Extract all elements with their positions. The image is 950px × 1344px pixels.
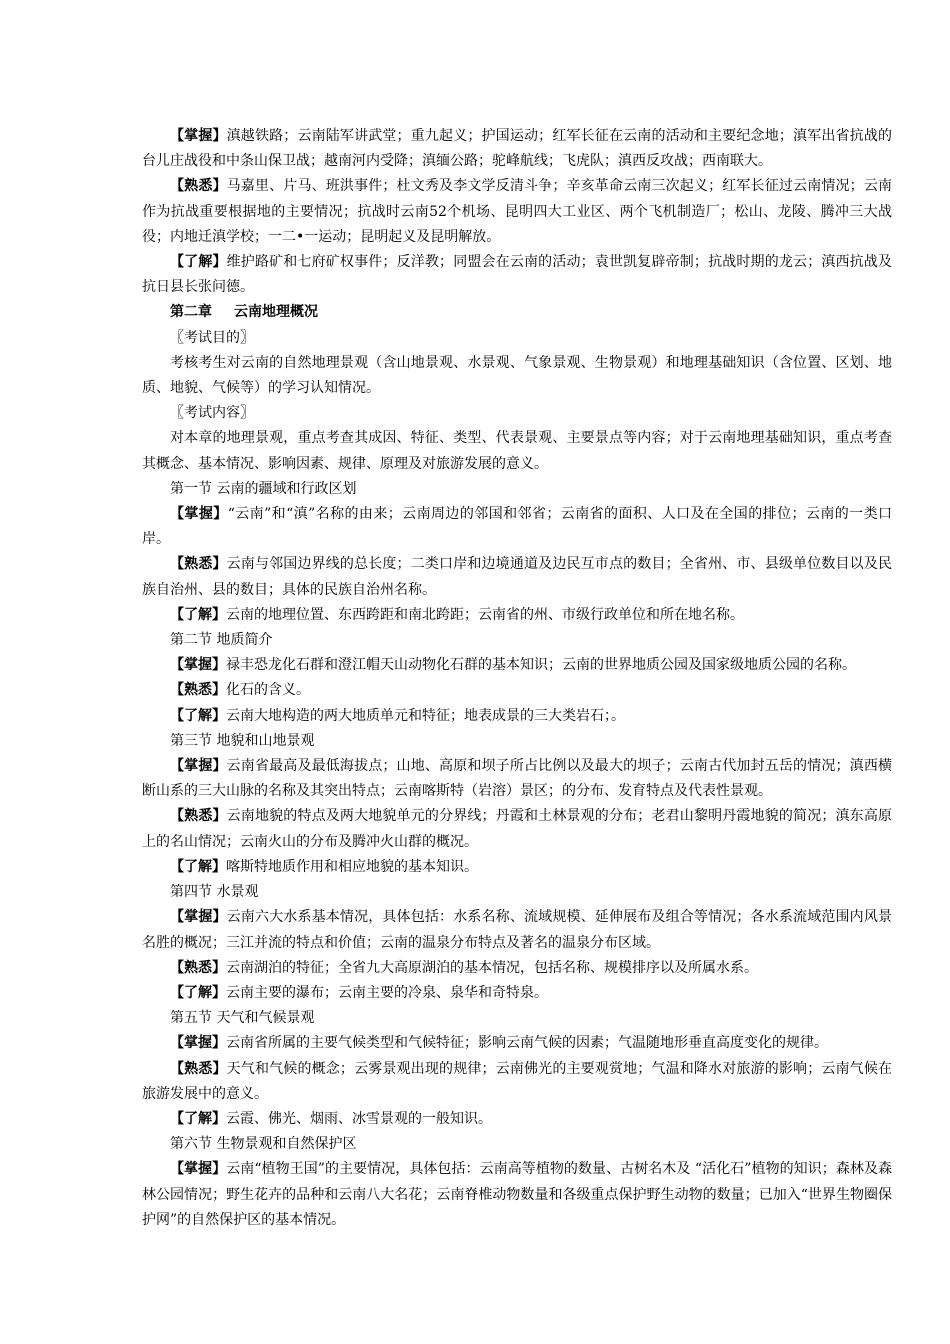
item-text: 云南的地理位置、东西跨距和南北跨距；云南省的州、市级行政单位和所在地名称。 (226, 606, 744, 623)
chapter-title: 云南地理概况 (234, 304, 318, 321)
item-text: 云霞、佛光、烟雨、冰雪景观的一般知识。 (226, 1110, 492, 1127)
section-item (142, 956, 892, 981)
section-item (142, 552, 892, 602)
item-text: 云南地貌的特点及两大地貌单元的分界线；丹霞和土林景观的分布；老君山黎明丹霞地貌的简况；滇东高原上的名山情况；云南火山的分布及腾冲火山群的概况。 (142, 808, 892, 850)
tag-familiar: 【熟悉】 (170, 556, 227, 573)
item-text: 云南大地构造的两大地质单元和特征；地表成景的三大类岩石；。 (226, 707, 625, 724)
section-item (142, 1157, 892, 1233)
item-text: 云南六大水系基本情况，具体包括：水系名称、流域规模、延伸展布及组合等情况；各水系流域范围内风景名胜的概况；三江并流的特点和价值；云南的温泉分布特点及著名的温泉分布区域。 (142, 909, 892, 951)
tag-familiar: 【熟悉】 (170, 959, 226, 976)
exam-content-text: 对本章的地理景观，重点考查其成因、特征、类型、代表景观、主要景点等内容；对于云南地理基础知识，重点考查其概念、基本情况、影响因素、规律、原理及对旅游发展的意义。 (142, 430, 892, 472)
item-text: 云南省所属的主要气候类型和气候特征；影响云南气候的因素；气温随地形垂直高度变化的规律。 (226, 1035, 828, 1052)
section-item (142, 1031, 892, 1056)
lead-understand-text: 维护路矿和七府矿权事件；反洋教；同盟会在云南的活动；袁世凯复辟帝制；抗战时期的龙云；滇西抗战及抗日县长张问德。 (142, 254, 892, 296)
chapter-heading (142, 300, 892, 325)
item-text: 云南主要的瀑布；云南主要的冷泉、泉华和奇特泉。 (226, 984, 548, 1001)
chapter-number: 第二章 (170, 304, 212, 321)
tag-understand: 【了解】 (170, 707, 226, 724)
lead-master (142, 124, 892, 174)
item-text: 云南与邻国边界线的总长度；二类口岸和边境通道及边民互市点的数目；全省州、市、县级单位数目以及民族自治州、县的数目；具体的民族自治州名称。 (142, 556, 892, 598)
section-item (142, 603, 892, 628)
section-title: 第三节 地貌和山地景观 (170, 732, 315, 749)
section-item (142, 653, 892, 678)
section-item (142, 754, 892, 804)
item-text: 云南湖泊的特征；全省九大高原湖泊的基本情况，包括名称、规模排序以及所属水系。 (226, 959, 758, 976)
item-text: 云南省最高及最低海拔点；山地、高原和坝子所占比例以及最大的坝子；云南古代加封五岳的情况；滇西横断山系的三大山脉的名称及其突出特点；云南喀斯特（岩溶）景区；的分布、发育特点及代表性景观。 (142, 758, 892, 800)
tag-understand: 【了解】 (170, 984, 226, 1001)
section-title: 第一节 云南的疆域和行政区划 (170, 480, 357, 497)
item-text: “云南”和“滇”名称的由来；云南周边的邻国和邻省；云南省的面积、人口及在全国的排位；云南的一类口岸。 (142, 506, 892, 548)
tag-master: 【掌握】 (170, 909, 227, 926)
tag-familiar: 【熟悉】 (170, 808, 227, 825)
section-item (142, 1057, 892, 1107)
tag-master: 【掌握】 (170, 1161, 227, 1178)
tag-understand: 【了解】 (170, 1110, 226, 1127)
section-item (142, 678, 892, 703)
item-text: 禄丰恐龙化石群和澄江帽天山动物化石群的基本知识；云南的世界地质公园及国家级地质公园的名称。 (226, 657, 856, 674)
tag-understand: 【了解】 (170, 606, 226, 623)
section-item (142, 981, 892, 1006)
tag-master: 【掌握】 (170, 758, 227, 775)
document-page (142, 124, 892, 1233)
section-item (142, 502, 892, 552)
lead-understand (142, 250, 892, 300)
section-item (142, 905, 892, 955)
tag-master: 【掌握】 (170, 657, 226, 674)
tag-understand: 【了解】 (170, 858, 226, 875)
tag-master: 【掌握】 (170, 128, 227, 144)
section-title: 第五节 天气和气候景观 (170, 1010, 315, 1027)
section-item (142, 1107, 892, 1132)
tag-master: 【掌握】 (170, 1035, 226, 1052)
lead-familiar-text: 马嘉里、片马、班洪事件；杜文秀及李文学反清斗争；辛亥革命云南三次起义；红军长征过云南情况；云南作为抗战重要根据地的主要情况；抗战时云南52个机场、昆明四大工业区、两个飞机制造厂；松山、龙陵、腾冲三大战役；内地迁滇学校；一二•一运动；昆明起义及昆明解放。 (142, 178, 892, 245)
tag-familiar: 【熟悉】 (170, 178, 227, 195)
section-item (142, 804, 892, 854)
exam-content-label: 〖考试内容〗 (170, 405, 254, 422)
lead-master-text: 滇越铁路；云南陆军讲武堂；重九起义；护国运动；红军长征在云南的活动和主要纪念地；滇军出省抗战的台儿庄战役和中条山保卫战；越南河内受降；滇缅公路；驼峰航线；飞虎队；滇西反攻战；西南联大。 (142, 128, 892, 170)
tag-familiar: 【熟悉】 (170, 1060, 227, 1077)
lead-familiar (142, 174, 892, 250)
item-text: 云南“植物王国”的主要情况，具体包括：云南高等植物的数量、古树名木及 “活化石”植物的知识；森林及森林公园情况；野生花卉的品种和云南八大名花；云南脊椎动物数量和各级重点保护野生动物的数量；已加入“世界生物圈保护网”的自然保护区的基本情况。 (142, 1161, 893, 1228)
section-title: 第四节 水景观 (170, 884, 259, 901)
item-text: 化石的含义。 (226, 682, 310, 699)
exam-purpose-label: 〖考试目的〗 (170, 329, 254, 346)
exam-purpose-text: 考核考生对云南的自然地理景观（含山地景观、水景观、气象景观、生物景观）和地理基础知识（含位置、区划、地质、地貌、气候等）的学习认知情况。 (142, 354, 892, 397)
item-text: 天气和气候的概念；云雾景观出现的规律；云南佛光的主要观赏地；气温和降水对旅游的影响；云南气候在旅游发展中的意义。 (142, 1060, 892, 1102)
tag-understand: 【了解】 (170, 254, 227, 271)
item-text: 喀斯特地质作用和相应地貌的基本知识。 (226, 858, 478, 875)
section-title: 第六节 生物景观和自然保护区 (170, 1136, 357, 1153)
tag-master: 【掌握】 (170, 506, 228, 523)
section-item (142, 704, 892, 729)
tag-familiar: 【熟悉】 (170, 682, 226, 699)
section-item (142, 855, 892, 880)
section-title: 第二节 地质简介 (170, 632, 273, 649)
